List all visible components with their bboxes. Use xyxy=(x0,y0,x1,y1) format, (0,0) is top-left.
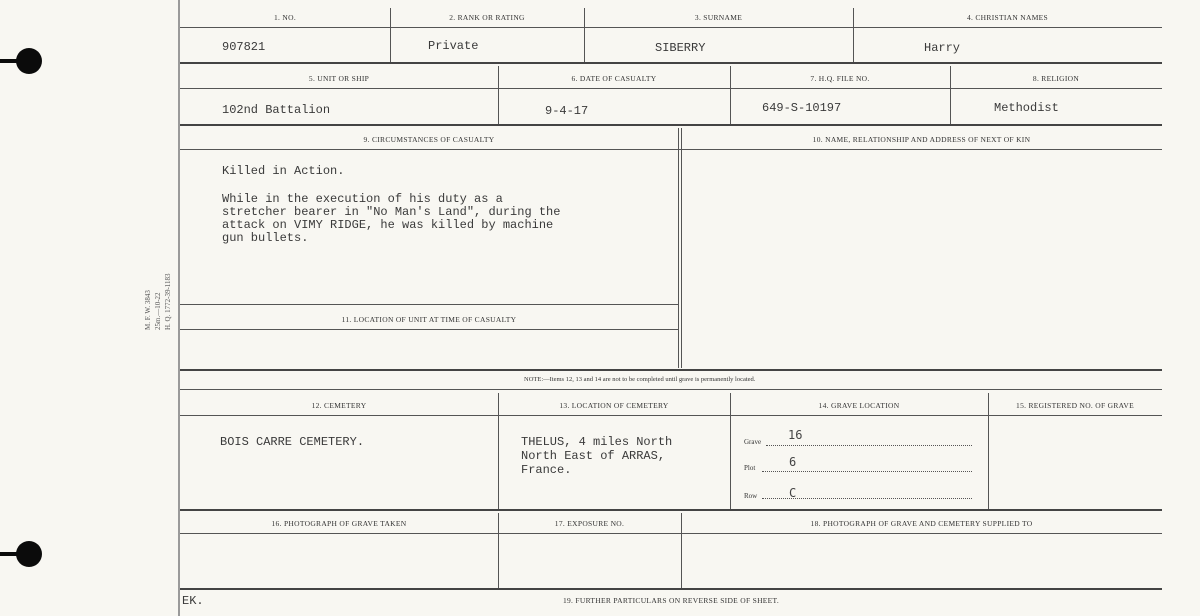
header-religion: 8. RELIGION xyxy=(1032,74,1080,83)
rule xyxy=(180,389,1162,390)
header-no: 1. NO. xyxy=(273,13,296,22)
value-hq-file: 649-S-10197 xyxy=(762,101,842,115)
punch-hole-top xyxy=(16,48,42,74)
side-print-1: M. F. W. 3843 xyxy=(144,290,152,330)
rule xyxy=(180,27,1162,28)
header-location-unit: 11. LOCATION OF UNIT AT TIME OF CASUALTY xyxy=(341,315,517,324)
value-row: C xyxy=(789,486,797,500)
value-religion: Methodist xyxy=(994,101,1059,115)
value-surname: SIBERRY xyxy=(655,41,706,55)
header-cemetery: 12. CEMETERY xyxy=(311,401,367,410)
header-next-of-kin: 10. NAME, RELATIONSHIP AND ADDRESS OF NEXT OF KIN xyxy=(812,135,1031,144)
header-photo-taken: 16. PHOTOGRAPH OF GRAVE TAKEN xyxy=(271,519,407,528)
value-location-line: France. xyxy=(521,463,572,477)
divider xyxy=(988,393,989,509)
value-rank: Private xyxy=(428,39,479,53)
initials: EK. xyxy=(182,594,204,608)
rule xyxy=(180,369,1162,371)
header-hq-file: 7. H.Q. FILE NO. xyxy=(810,74,870,83)
header-registered-no: 15. REGISTERED NO. OF GRAVE xyxy=(1016,401,1134,410)
header-location-cemetery: 13. LOCATION OF CEMETERY xyxy=(559,401,669,410)
value-plot: 6 xyxy=(789,455,797,469)
header-photo-supplied: 18. PHOTOGRAPH OF GRAVE AND CEMETERY SUPPLIED TO xyxy=(810,519,1033,528)
header-rank: 2. RANK OR RATING xyxy=(449,13,525,22)
rule xyxy=(180,588,1162,590)
value-unit: 102nd Battalion xyxy=(222,103,331,117)
header-exposure: 17. EXPOSURE NO. xyxy=(554,519,625,528)
rule xyxy=(180,149,1162,150)
header-further: 19. FURTHER PARTICULARS ON REVERSE SIDE OF SHEET. xyxy=(562,596,780,605)
grave-label: Grave xyxy=(744,438,762,446)
circumstances-line: attack on VIMY RIDGE, he was killed by machine xyxy=(222,218,554,232)
circumstances-line: gun bullets. xyxy=(222,231,309,245)
header-christian: 4. CHRISTIAN NAMES xyxy=(966,13,1049,22)
header-circumstances: 9. CIRCUMSTANCES OF CASUALTY xyxy=(363,135,495,144)
plot-dotline xyxy=(762,471,972,472)
rule xyxy=(180,62,1162,64)
header-unit: 5. UNIT OR SHIP xyxy=(308,74,370,83)
value-location-line: North East of ARRAS, xyxy=(521,449,666,463)
punch-hole-bottom xyxy=(16,541,42,567)
header-surname: 3. SURNAME xyxy=(694,13,743,22)
rule xyxy=(180,415,1162,416)
note-text: NOTE:—Items 12, 13 and 14 are not to be completed until grave is permanently located. xyxy=(524,376,756,383)
circumstances-line: stretcher bearer in "No Man's Land", during the xyxy=(222,205,561,219)
side-print-2: 25m.—10-22 xyxy=(154,292,162,330)
rule xyxy=(180,509,1162,511)
value-location-line: THELUS, 4 miles North xyxy=(521,435,673,449)
header-date: 6. DATE OF CASUALTY xyxy=(571,74,657,83)
value-grave: 16 xyxy=(788,428,803,442)
rule xyxy=(180,329,678,330)
divider xyxy=(681,128,682,368)
value-christian: Harry xyxy=(924,41,961,55)
rule xyxy=(180,124,1162,126)
grave-dotline xyxy=(766,445,972,446)
divider xyxy=(678,128,679,368)
plot-label: Plot xyxy=(744,464,756,472)
rule xyxy=(180,88,1162,89)
punch-tail-top xyxy=(0,59,18,63)
header-grave-location: 14. GRAVE LOCATION xyxy=(818,401,900,410)
circumstances-line: Killed in Action. xyxy=(222,164,345,178)
divider xyxy=(498,393,499,509)
circumstances-line: While in the execution of his duty as a xyxy=(222,192,503,206)
rule xyxy=(180,533,1162,534)
punch-tail-bottom xyxy=(0,552,18,556)
rule xyxy=(180,304,678,305)
value-no: 907821 xyxy=(222,40,266,54)
value-cemetery: BOIS CARRE CEMETERY. xyxy=(220,435,365,449)
row-label: Row xyxy=(744,492,758,500)
divider xyxy=(730,393,731,509)
value-date: 9-4-17 xyxy=(545,104,589,118)
side-print-3: H. Q. 1772-39-1183 xyxy=(164,273,172,330)
